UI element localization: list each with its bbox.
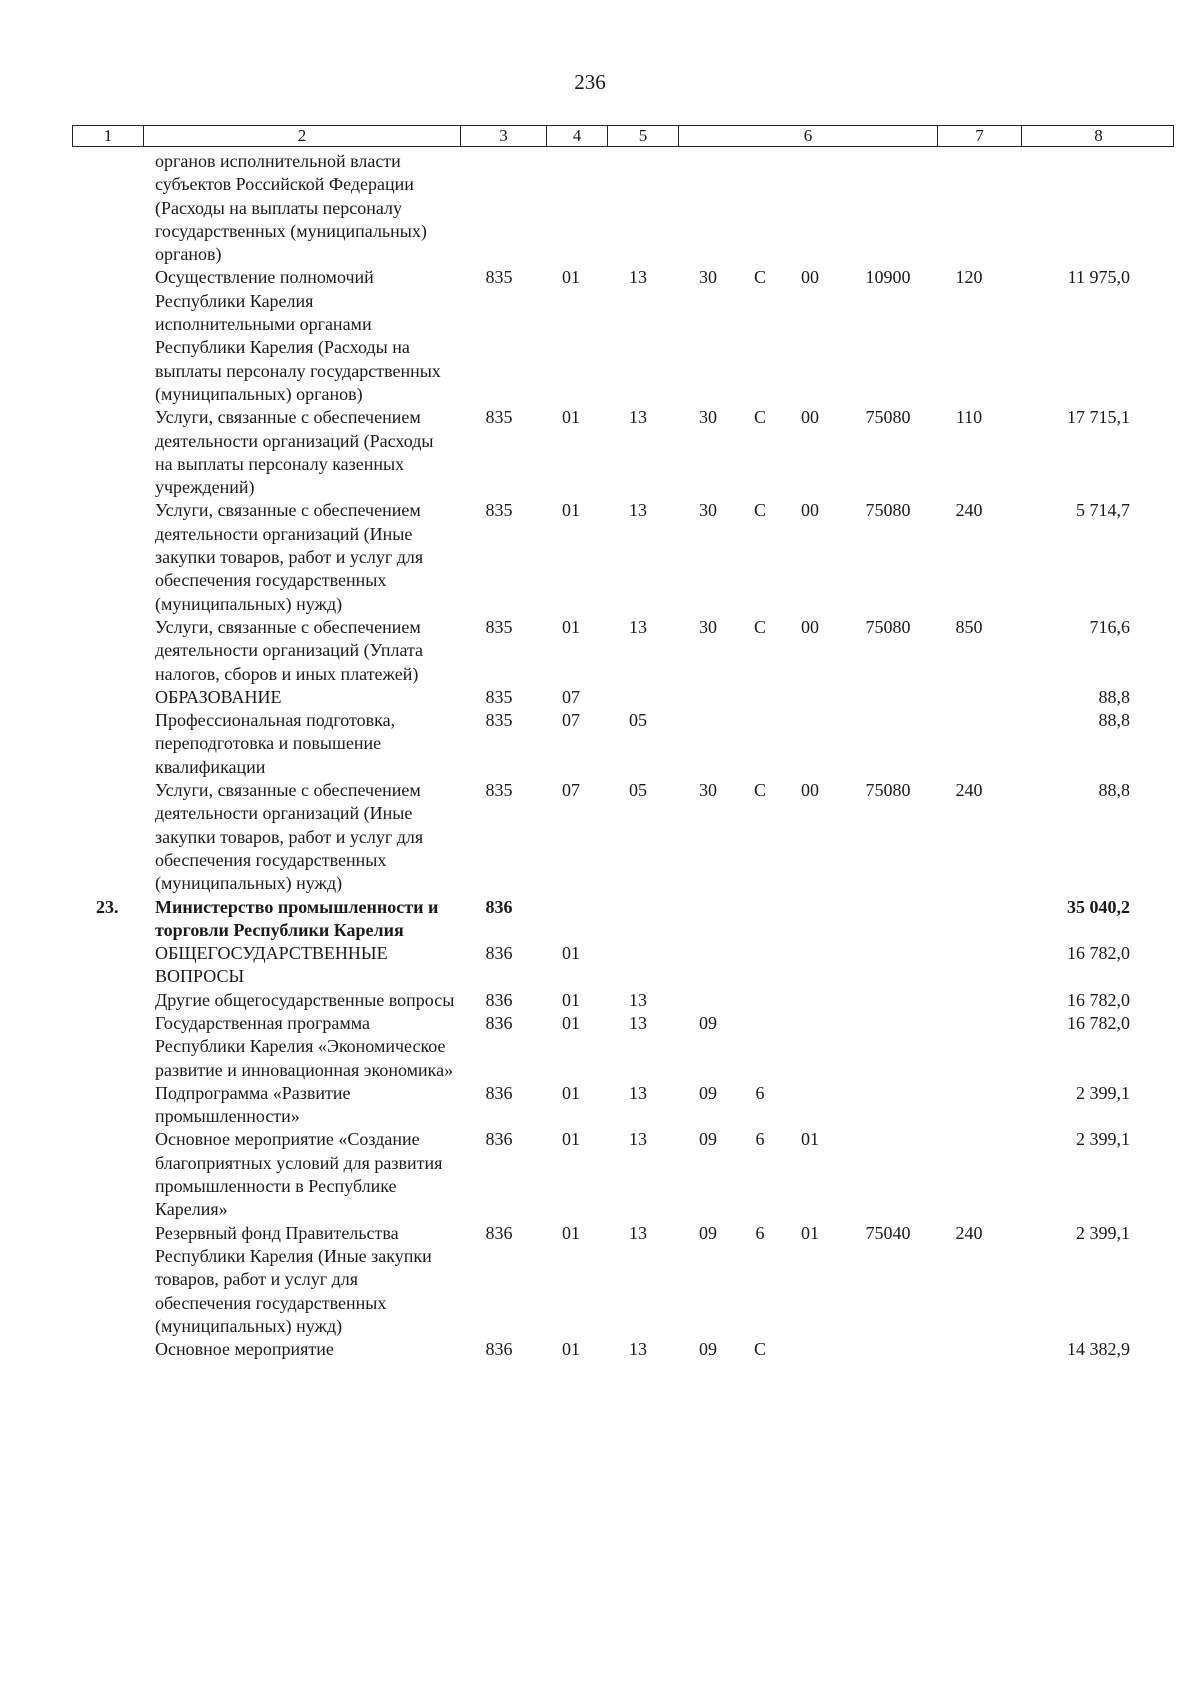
- cell-col-3: 836: [485, 1339, 513, 1360]
- cell-col-4: 01: [562, 1222, 580, 1243]
- cell-col-5: 13: [629, 500, 647, 521]
- cell-col-6b: 6: [755, 1082, 765, 1103]
- cell-col-6a: 30: [699, 407, 717, 428]
- cell-col-6b: С: [753, 780, 766, 801]
- table-row: [0, 1012, 1200, 1082]
- cell-col-3: 836: [485, 943, 513, 964]
- cell-col-4: 01: [562, 1129, 580, 1150]
- row-name: Услуги, связанные с обеспечением деятельности организаций (Уплата налогов, сборов и иных платежей): [155, 616, 424, 684]
- table-row: [0, 709, 1200, 779]
- cell-col-4: 01: [562, 1339, 580, 1360]
- row-name: Услуги, связанные с обеспечением деятельности организаций (Иные закупки товаров, работ и услуг для обеспечения государственных (муниципальных) нужд): [155, 780, 424, 894]
- table-row: [0, 1338, 1200, 1361]
- row-name: Услуги, связанные с обеспечением деятельности организаций (Иные закупки товаров, работ и услуг для обеспечения государственных (муниципальных) нужд): [155, 500, 424, 614]
- row-name: Основное мероприятие: [155, 1339, 334, 1360]
- cell-col-4: 07: [562, 780, 580, 801]
- cell-col-3: 835: [485, 710, 513, 731]
- cell-col-4: 01: [562, 616, 580, 637]
- cell-col-3: 835: [485, 686, 513, 707]
- row-name: Профессиональная подготовка, переподготовка и повышение квалификации: [155, 710, 396, 777]
- cell-col-3: 836: [485, 896, 513, 917]
- row-number: 23.: [96, 896, 119, 917]
- cell-col-4: 01: [562, 500, 580, 521]
- cell-col-8: 17 715,1: [1067, 407, 1130, 428]
- cell-col-6c: 01: [801, 1222, 819, 1243]
- cell-col-7: 110: [955, 407, 983, 428]
- cell-col-4: 07: [562, 710, 580, 731]
- cell-col-4: 01: [562, 1012, 580, 1033]
- cell-col-6b: С: [753, 407, 766, 428]
- cell-col-6c: 00: [801, 407, 819, 428]
- cell-col-6a: 09: [699, 1339, 717, 1360]
- header-col-1: 1: [103, 126, 113, 145]
- cell-col-6d: 75080: [865, 780, 911, 801]
- cell-col-8: 16 782,0: [1067, 943, 1130, 964]
- cell-col-4: 01: [562, 407, 580, 428]
- cell-col-3: 835: [485, 780, 513, 801]
- header-col-3: 3: [460, 126, 546, 146]
- cell-col-6d: 75080: [865, 500, 911, 521]
- cell-col-3: 835: [485, 407, 513, 428]
- row-name: Другие общегосударственные вопросы: [155, 989, 455, 1010]
- cell-col-6c: 00: [801, 780, 819, 801]
- cell-col-3: 836: [485, 1012, 513, 1033]
- cell-col-6a: 09: [699, 1129, 717, 1150]
- cell-col-3: 835: [485, 500, 513, 521]
- row-name: Подпрограмма «Развитие промышленности»: [155, 1082, 351, 1127]
- cell-col-6b: С: [753, 267, 766, 288]
- cell-col-6c: 00: [801, 267, 819, 288]
- cell-col-8: 14 382,9: [1067, 1339, 1130, 1360]
- cell-col-6a: 09: [699, 1082, 717, 1103]
- cell-col-6a: 30: [699, 500, 717, 521]
- header-col-6: 6: [678, 126, 937, 146]
- cell-col-8: 2 399,1: [1076, 1129, 1130, 1150]
- table-row: [0, 1082, 1200, 1129]
- table-row: [0, 779, 1200, 895]
- table-row: [0, 896, 1200, 943]
- cell-col-5: 13: [629, 1222, 647, 1243]
- cell-col-8: 5 714,7: [1076, 500, 1130, 521]
- row-name: Осуществление полномочий Республики Карелия исполнительными органами Республики Карелия (Расходы на выплаты персоналу государственных (муниципальных) органов): [155, 267, 441, 404]
- cell-col-4: 07: [562, 686, 580, 707]
- cell-col-3: 836: [485, 1129, 513, 1150]
- cell-col-6a: 09: [699, 1222, 717, 1243]
- table-body: [0, 150, 1200, 1361]
- cell-col-3: 836: [485, 989, 513, 1010]
- table-row: [0, 266, 1200, 406]
- cell-col-4: 01: [562, 943, 580, 964]
- cell-col-8: 88,8: [1098, 710, 1130, 731]
- cell-col-8: 2 399,1: [1076, 1222, 1130, 1243]
- cell-col-3: 836: [485, 1082, 513, 1103]
- cell-col-8: 88,8: [1098, 780, 1130, 801]
- cell-col-6b: С: [753, 1339, 766, 1360]
- cell-col-5: 13: [629, 1339, 647, 1360]
- row-name: органов исполнительной власти субъектов Российской Федерации (Расходы на выплаты персоналу государственных (муниципальных) органов): [155, 151, 427, 265]
- cell-col-6a: 30: [699, 616, 717, 637]
- cell-col-6c: 01: [801, 1129, 819, 1150]
- table-header: [72, 125, 1174, 147]
- cell-col-4: 01: [562, 989, 580, 1010]
- table-row: [0, 1128, 1200, 1221]
- row-name: Основное мероприятие «Создание благоприятных условий для развития промышленности в Республике Карелия»: [155, 1129, 443, 1220]
- cell-col-8: 35 040,2: [1067, 896, 1130, 917]
- cell-col-4: 01: [562, 1082, 580, 1103]
- header-col-7: 7: [937, 126, 1021, 146]
- row-name: Резервный фонд Правительства Республики Карелия (Иные закупки товаров, работ и услуг для обеспечения государственных (муниципальных) нужд): [155, 1222, 432, 1336]
- header-col-2: 2: [143, 126, 460, 146]
- row-name: Государственная программа Республики Карелия «Экономическое развитие и инновационная экономика»: [155, 1012, 454, 1080]
- table-row: [0, 1222, 1200, 1338]
- row-name: Услуги, связанные с обеспечением деятельности организаций (Расходы на выплаты персоналу казенных учреждений): [155, 407, 434, 498]
- table-row: [0, 942, 1200, 989]
- cell-col-6c: 00: [801, 616, 819, 637]
- row-name: ОБРАЗОВАНИЕ: [155, 686, 282, 707]
- cell-col-6a: 30: [699, 780, 717, 801]
- cell-col-4: 01: [562, 267, 580, 288]
- row-name: Министерство промышленности и торговли Республики Карелия: [155, 896, 439, 940]
- cell-col-6a: 30: [699, 267, 717, 288]
- header-col-8: 8: [1021, 126, 1175, 146]
- cell-col-6b: 6: [755, 1129, 765, 1150]
- table-row: [0, 989, 1200, 1012]
- cell-col-3: 835: [485, 616, 513, 637]
- cell-col-5: 13: [629, 267, 647, 288]
- cell-col-7: 240: [955, 1222, 983, 1243]
- table-row: [0, 150, 1200, 266]
- cell-col-5: 13: [629, 1129, 647, 1150]
- page-number: 236: [574, 70, 606, 94]
- header-col-4: 4: [546, 126, 607, 146]
- cell-col-6d: 75040: [865, 1222, 911, 1243]
- cell-col-7: 120: [955, 267, 983, 288]
- cell-col-6b: С: [753, 616, 766, 637]
- cell-col-5: 13: [629, 989, 647, 1010]
- cell-col-5: 13: [629, 1082, 647, 1103]
- cell-col-5: 13: [629, 407, 647, 428]
- cell-col-6d: 10900: [865, 267, 911, 288]
- cell-col-5: 13: [629, 1012, 647, 1033]
- row-name: ОБЩЕГОСУДАРСТВЕННЫЕ ВОПРОСЫ: [155, 943, 388, 987]
- cell-col-5: 05: [629, 780, 647, 801]
- cell-col-6b: 6: [755, 1222, 765, 1243]
- cell-col-6c: 00: [801, 500, 819, 521]
- cell-col-6d: 75080: [865, 616, 911, 637]
- cell-col-7: 850: [955, 616, 983, 637]
- cell-col-3: 835: [485, 267, 513, 288]
- cell-col-5: 05: [629, 710, 647, 731]
- cell-col-8: 16 782,0: [1067, 989, 1130, 1010]
- cell-col-6a: 09: [699, 1012, 717, 1033]
- cell-col-3: 836: [485, 1222, 513, 1243]
- table-row: [0, 499, 1200, 615]
- cell-col-6b: С: [753, 500, 766, 521]
- cell-col-6d: 75080: [865, 407, 911, 428]
- cell-col-8: 88,8: [1098, 686, 1130, 707]
- header-col-5: 5: [607, 126, 678, 146]
- cell-col-8: 716,6: [1089, 616, 1130, 637]
- cell-col-8: 11 975,0: [1067, 267, 1130, 288]
- cell-col-7: 240: [955, 500, 983, 521]
- cell-col-5: 13: [629, 616, 647, 637]
- cell-col-8: 16 782,0: [1067, 1012, 1130, 1033]
- cell-col-7: 240: [955, 780, 983, 801]
- table-row: [0, 616, 1200, 686]
- table-row: [0, 686, 1200, 709]
- cell-col-8: 2 399,1: [1076, 1082, 1130, 1103]
- table-row: [0, 406, 1200, 499]
